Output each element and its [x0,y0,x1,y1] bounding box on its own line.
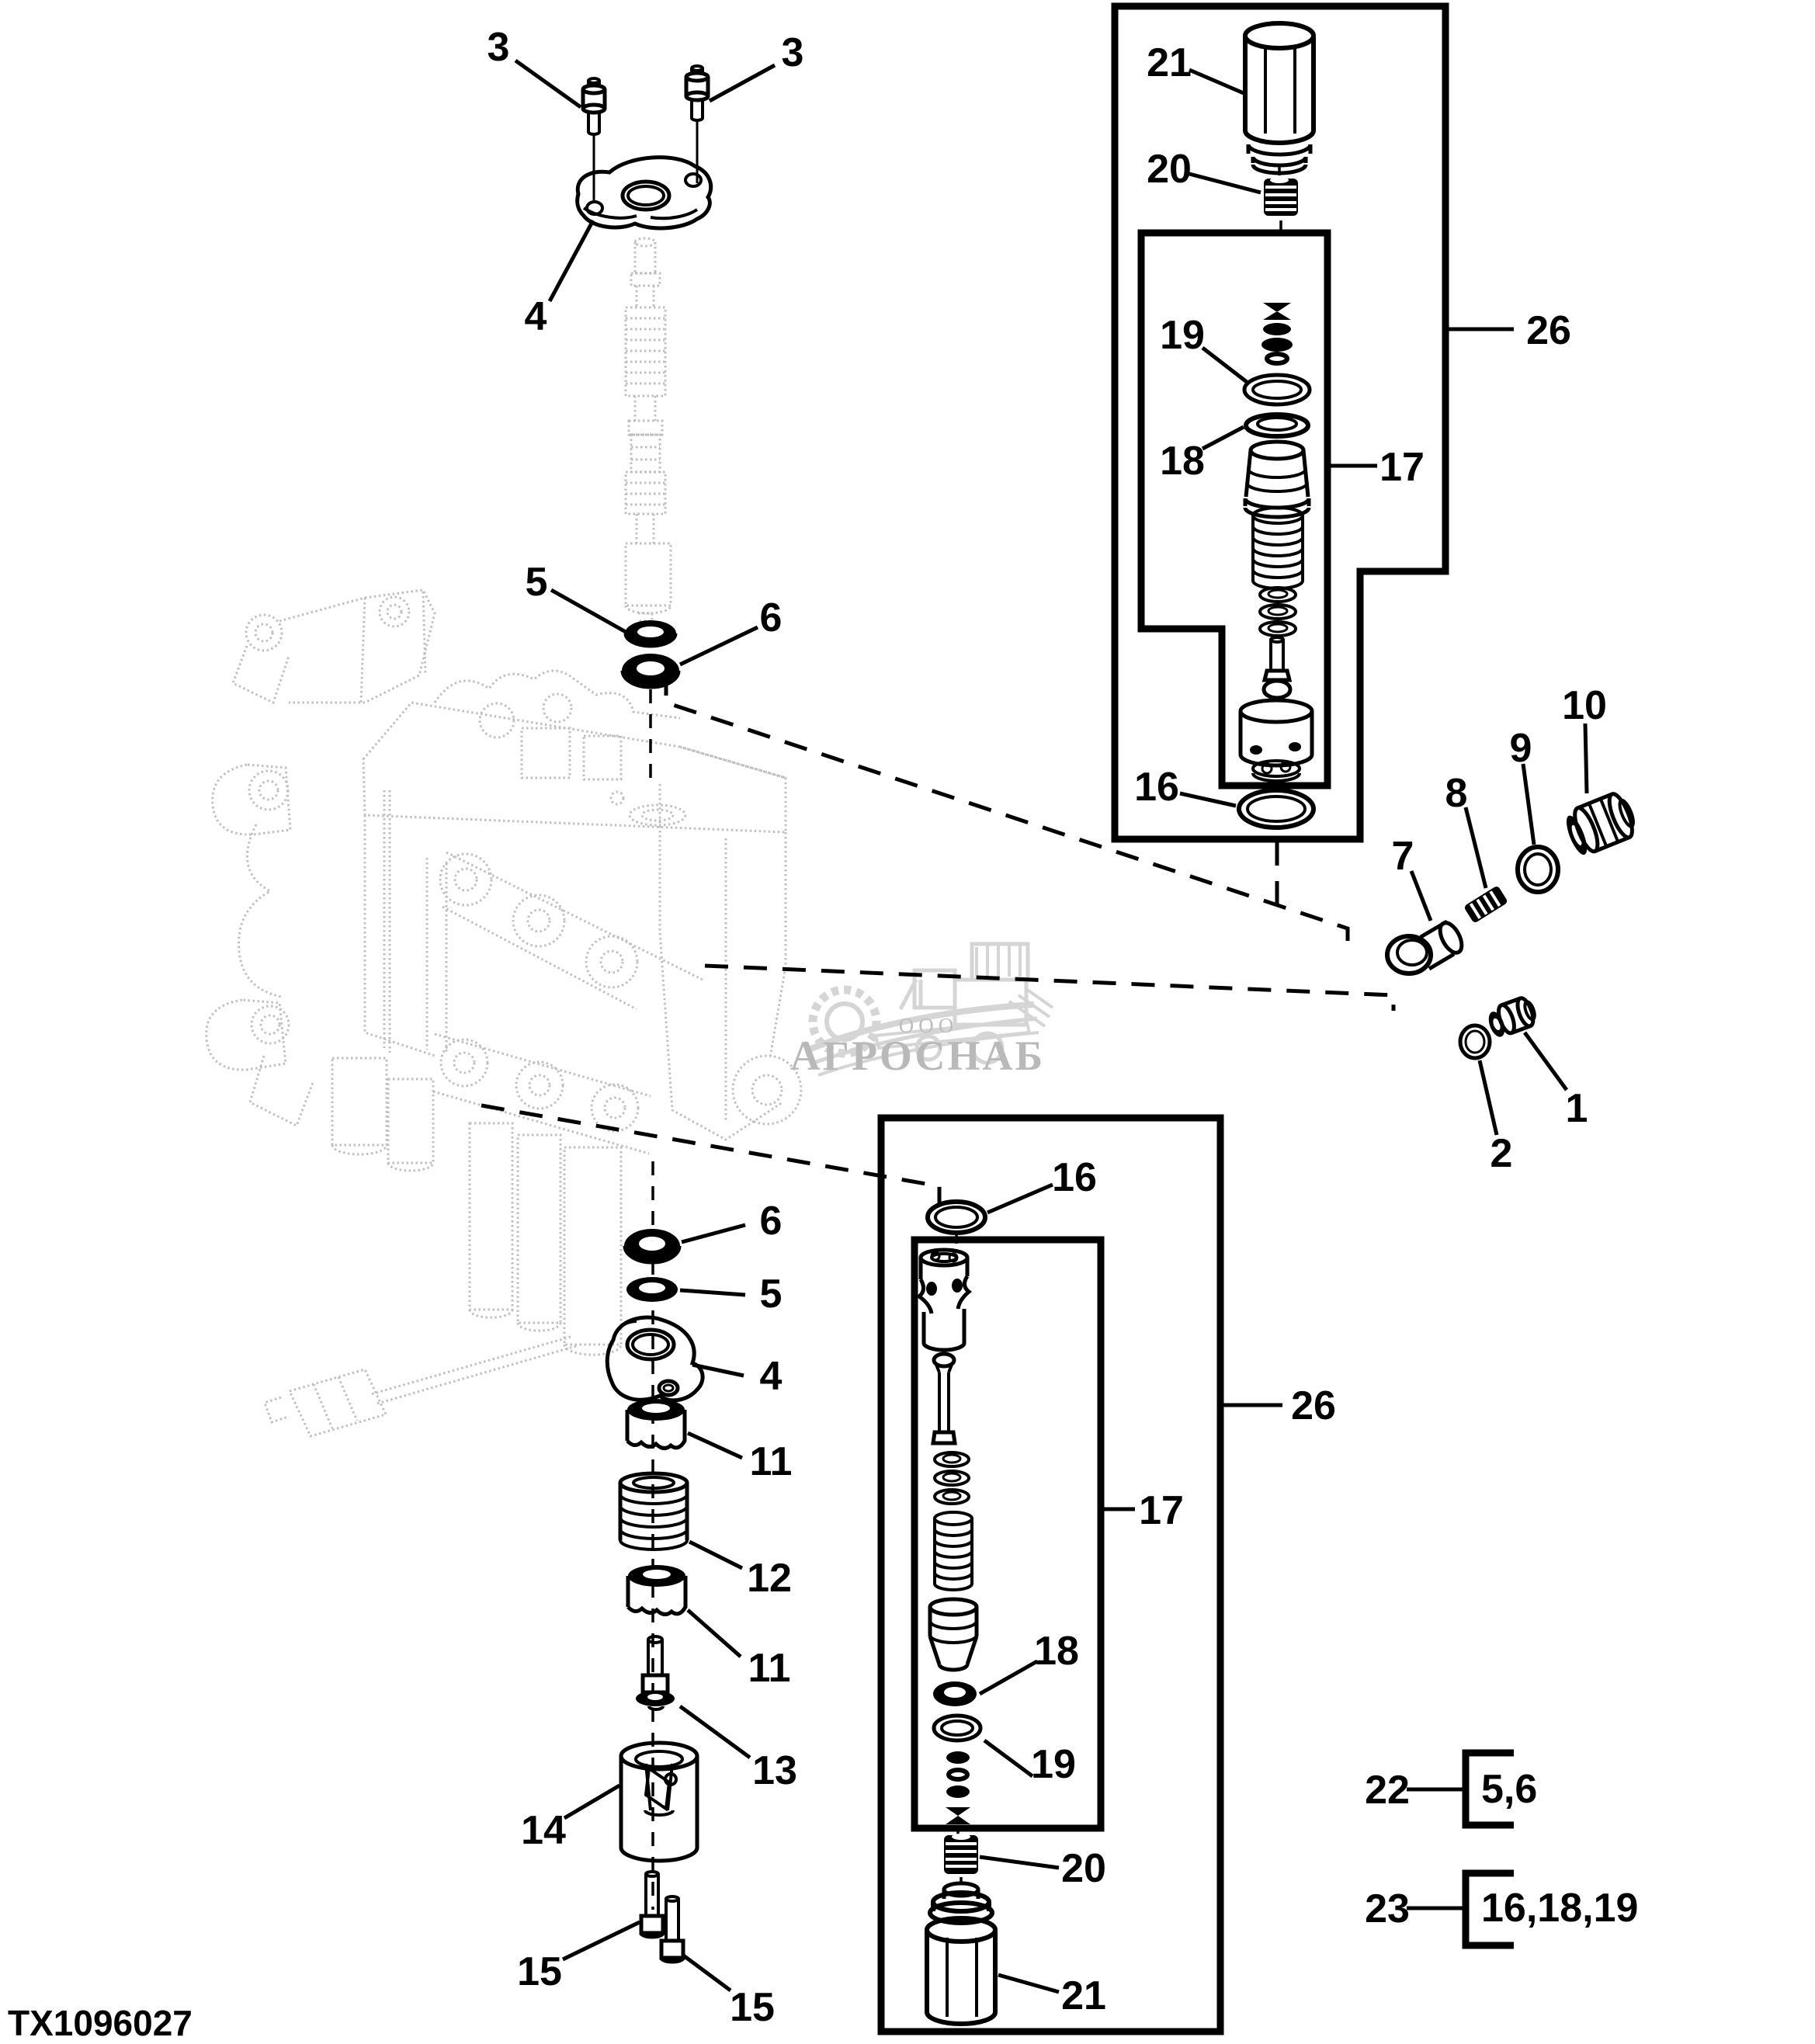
oring-19-top [1244,375,1310,404]
spring-17-coil-bottom [935,1512,972,1590]
callout-10: 10 [1562,683,1607,728]
cap-21-bottom [927,1883,995,2024]
callout-7: 7 [1391,834,1414,879]
legend-ref-23: 23 [1365,1886,1410,1931]
seal-6-top [622,654,679,688]
seal-5-top [625,620,676,647]
callout-8: 8 [1445,771,1468,816]
oring-16-top [1239,790,1314,828]
seat-top [1245,442,1309,517]
needle-stem-bottom [933,1354,955,1443]
assembly-box-top-26 [1115,6,1445,839]
drawing-number: TX1096027 [8,2003,193,2043]
plug-7 [1387,919,1466,973]
spring-pin-8 [1463,885,1508,924]
callout-21-top: 21 [1147,40,1192,85]
callout-6-top: 6 [759,595,783,640]
retainer-plate-4-top [578,158,711,228]
oring-16-bottom [928,1202,985,1233]
callout-4-bottom: 4 [759,1354,783,1399]
ring-18-top [1246,415,1308,436]
legend-items-22: 5,6 [1481,1767,1538,1812]
callout-6-bottom: 6 [759,1199,783,1244]
fitting-1 [1484,995,1538,1039]
callout-18-bottom: 18 [1034,1629,1079,1674]
watermark-org-type: ООО [898,1014,959,1037]
spring-17-coil-top [1253,508,1303,588]
callout-11-lower: 11 [748,1646,791,1691]
callout-14: 14 [521,1808,566,1853]
callout-15-left: 15 [517,1949,562,1994]
oring-9 [1518,847,1558,892]
cap-21-top [1245,23,1314,173]
leader-lines [515,61,1587,1992]
spool-shaft-ghost [626,238,671,621]
oring-19-bottom [934,1716,980,1740]
spring-20-top [1264,177,1298,216]
spring-20-bottom [944,1834,978,1874]
cartridge-bottom [919,1250,969,1350]
cartridge-top [1241,700,1312,781]
watermark-logo [790,944,1053,1079]
callout-20-bottom: 20 [1061,1846,1106,1891]
callout-5-bottom: 5 [759,1272,783,1317]
bushing-11-lower [628,1565,685,1615]
ring-18-bottom [933,1681,977,1706]
needle-stem-top [1264,637,1290,698]
bolt-15-right [661,1897,683,1962]
callout-13: 13 [752,1748,797,1793]
bolt-3-left [583,78,605,134]
callout-26-bottom: 26 [1291,1383,1336,1428]
callout-3-left: 3 [487,25,510,70]
callout-20-top: 20 [1147,147,1192,192]
washer-stack-bottom [935,1452,969,1504]
callout-16-top: 16 [1134,765,1179,810]
callout-4-top: 4 [524,294,547,339]
shim-stack-bottom [946,1751,970,1824]
callout-26-top: 26 [1526,308,1571,353]
seal-6-bottom [624,1229,680,1263]
callout-19-top: 19 [1160,313,1205,358]
callout-17-top: 17 [1379,445,1425,490]
callout-5-top: 5 [525,560,548,605]
callout-2: 2 [1490,1131,1513,1176]
watermark-org-name: АГРОСНАБ [790,1032,1046,1079]
bolt-15-left [641,1872,663,1937]
bushing-11-upper [627,1399,685,1449]
callout-19-bottom: 19 [1031,1742,1076,1787]
seal-5-bottom [626,1277,678,1302]
callout-3-right: 3 [781,30,804,75]
shim-stack-top [1261,303,1293,363]
callout-15-right: 15 [730,1985,775,2030]
detent-body-14 [621,1743,697,1861]
leader-to-bottom-box [481,1105,939,1203]
leader-to-part7-area [666,672,1348,950]
callout-21-bottom: 21 [1061,1973,1106,2018]
bolt-3-right [686,66,708,120]
callout-12: 12 [747,1556,792,1601]
washer-stack-top [1260,588,1296,636]
legend-ref-22: 22 [1365,1768,1410,1813]
callout-11-upper: 11 [749,1439,793,1484]
seat-bottom [930,1599,977,1670]
callout-9: 9 [1509,726,1532,771]
callout-16-bottom: 16 [1052,1155,1097,1200]
callout-1: 1 [1565,1086,1588,1131]
callout-17-bottom: 17 [1139,1488,1184,1533]
pin-13 [636,1636,675,1709]
callout-18-top: 18 [1160,439,1205,484]
legend-items-23: 16,18,19 [1481,1886,1639,1931]
fitting-10 [1561,790,1640,858]
oring-2 [1460,1025,1490,1058]
